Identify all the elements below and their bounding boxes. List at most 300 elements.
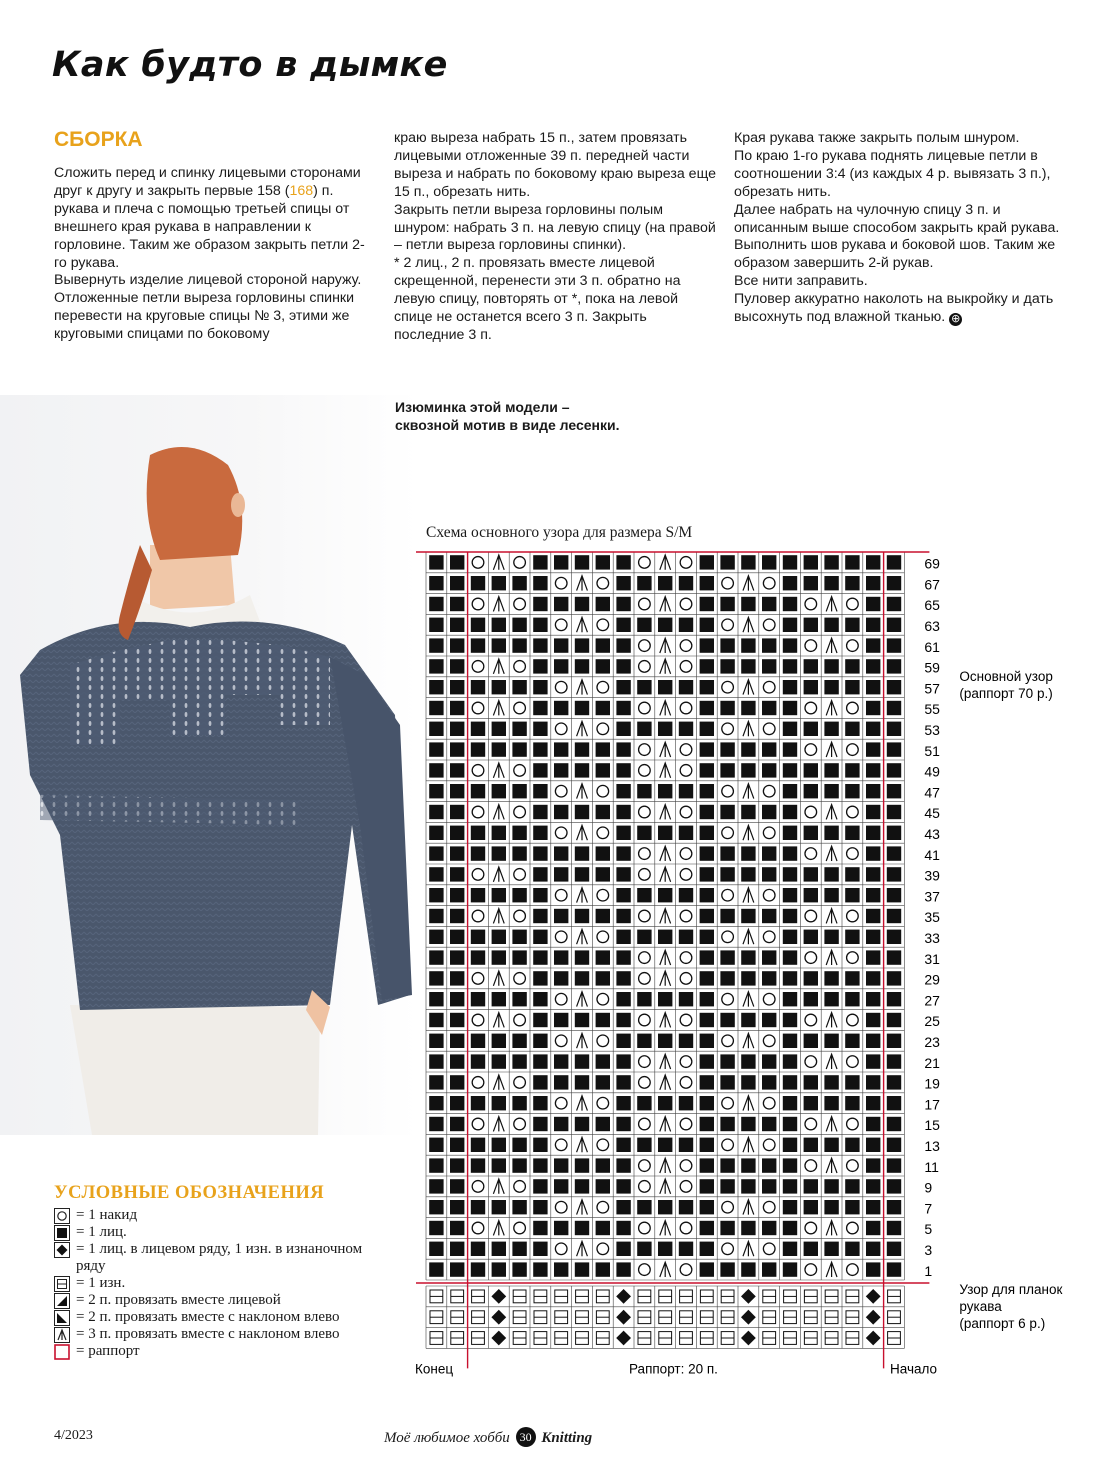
chart-cell-knit xyxy=(887,659,901,673)
chart-cell-knit xyxy=(845,555,859,569)
chart-cell-yarn-over xyxy=(472,1118,484,1130)
chart-cell-yarn-over xyxy=(847,1118,859,1130)
chart-cell-yarn-over xyxy=(680,1014,692,1026)
chart-cell-knit xyxy=(450,826,464,840)
chart-title: Схема основного узора для размера S/M xyxy=(426,524,693,541)
chart-cell-knit xyxy=(824,659,838,673)
chart-cell-knit xyxy=(450,867,464,881)
chart-cell-knit xyxy=(762,1179,776,1193)
chart-cell-knit xyxy=(616,971,630,985)
chart-row-label: 53 xyxy=(924,722,940,739)
chart-cell-knit xyxy=(700,1242,714,1256)
chart-cell-knit xyxy=(887,1138,901,1152)
chart-cell-knit xyxy=(637,680,651,694)
chart-cell-yarn-over xyxy=(597,1097,609,1109)
chart-cell-yarn-over xyxy=(680,765,692,777)
chart-cell-knit xyxy=(804,1200,818,1214)
chart-cell-knit xyxy=(533,659,547,673)
chart-cell-knit xyxy=(512,846,526,860)
chart-cell-yarn-over xyxy=(722,1201,734,1213)
chart-cell-knit xyxy=(804,680,818,694)
chart-cell-k3tog xyxy=(743,1137,754,1152)
chart-cell-k3tog xyxy=(660,805,671,820)
chart-cell-yarn-over xyxy=(680,806,692,818)
chart-cell-yarn-over xyxy=(805,598,817,610)
chart-cell-yarn-over xyxy=(805,640,817,652)
page-number: 30 xyxy=(516,1427,536,1447)
chart-row-label: 57 xyxy=(924,680,940,697)
chart-cell-knit xyxy=(679,992,693,1006)
chart-row-label: 47 xyxy=(924,784,940,801)
chart-cell-knit xyxy=(783,597,797,611)
chart-cell-yarn-over xyxy=(722,619,734,631)
chart-cell-yarn-over xyxy=(680,1056,692,1068)
chart-cell-knit xyxy=(429,971,443,985)
chart-cell-knit xyxy=(887,992,901,1006)
chart-cell-knit xyxy=(741,638,755,652)
chart-cell-knit xyxy=(596,1221,610,1235)
chart-cell-knit xyxy=(596,950,610,964)
chart-cell-knit xyxy=(658,1096,672,1110)
chart-cell-knit xyxy=(887,555,901,569)
chart-row-label: 69 xyxy=(924,555,940,572)
chart-cell-knit xyxy=(533,701,547,715)
chart-cell-knit xyxy=(762,555,776,569)
chart-cell-knit xyxy=(533,909,547,923)
chart-row-label: 39 xyxy=(924,867,940,884)
chart-cell-knit xyxy=(450,618,464,632)
chart-cell-yarn-over xyxy=(555,1139,567,1151)
chart-cell-knit xyxy=(679,930,693,944)
chart-cell-yarn-over xyxy=(514,765,526,777)
chart-cell-knit xyxy=(866,1054,880,1068)
chart-cell-knit xyxy=(533,805,547,819)
chart-cell-knit xyxy=(762,1054,776,1068)
chart-cell-k3tog xyxy=(660,1221,671,1236)
chart-row-label: 19 xyxy=(924,1075,940,1092)
chart-cell-knit xyxy=(616,576,630,590)
chart-cell-yarn-over xyxy=(639,973,651,985)
chart-cell-knit xyxy=(554,1262,568,1276)
chart-cell-knit xyxy=(762,1221,776,1235)
chart-cell-knit xyxy=(679,1096,693,1110)
chart-cell-knit xyxy=(471,1200,485,1214)
chart-cell-knit xyxy=(700,1200,714,1214)
chart-cell-knit xyxy=(492,846,506,860)
chart-cell-knit xyxy=(429,1221,443,1235)
chart-cell-knit xyxy=(512,742,526,756)
chart-cell-knit xyxy=(616,1034,630,1048)
chart-cell-knit xyxy=(824,1179,838,1193)
chart-cell-knit xyxy=(512,576,526,590)
chart-cell-knit xyxy=(720,659,734,673)
chart-cell-knit xyxy=(616,1075,630,1089)
chart-cell-knit xyxy=(429,742,443,756)
chart-cell-knit xyxy=(866,1138,880,1152)
chart-cell-knit xyxy=(512,618,526,632)
chart-cell-knit xyxy=(887,784,901,798)
chart-cell-knit xyxy=(762,638,776,652)
footer-magazine: Моё любимое хобби 30 Knitting xyxy=(384,1427,592,1447)
chart-cell-knit xyxy=(471,680,485,694)
chart-cell-knit xyxy=(429,659,443,673)
chart-cell-k3tog xyxy=(743,1200,754,1215)
chart-cell-yarn-over xyxy=(722,723,734,735)
chart-cell-knit xyxy=(700,784,714,798)
chart-cell-yarn-over xyxy=(639,702,651,714)
chart-cell-yarn-over xyxy=(514,1014,526,1026)
model-photo xyxy=(0,395,418,1135)
chart-cell-knit xyxy=(762,1158,776,1172)
chart-cell-knit xyxy=(720,846,734,860)
chart-row-label: 41 xyxy=(924,846,940,863)
chart-cell-yarn-over xyxy=(472,1014,484,1026)
chart-cell-knit xyxy=(637,784,651,798)
chart-cell-k3tog xyxy=(660,1013,671,1028)
chart-cell-k3tog xyxy=(660,638,671,653)
chart-cell-yarn-over xyxy=(639,1222,651,1234)
chart-cell-knit xyxy=(741,1158,755,1172)
chart-cell-yarn-over xyxy=(805,1118,817,1130)
chart-cell-knit xyxy=(596,659,610,673)
chart-cell-diamond xyxy=(866,1310,881,1325)
chart-cell-knit xyxy=(450,555,464,569)
chart-cell-diamond xyxy=(741,1289,756,1304)
chart-cell-knit xyxy=(845,722,859,736)
chart-cell-knit xyxy=(762,805,776,819)
chart-cell-knit xyxy=(533,618,547,632)
chart-cell-knit xyxy=(783,555,797,569)
chart-cell-knit xyxy=(700,659,714,673)
chart-cell-yarn-over xyxy=(639,952,651,964)
chart-cell-knit xyxy=(845,992,859,1006)
chart-cell-knit xyxy=(575,971,589,985)
chart-cell-knit xyxy=(450,659,464,673)
chart-cell-yarn-over xyxy=(555,577,567,589)
chart-cell-knit xyxy=(845,867,859,881)
legend-item: = раппорт xyxy=(54,1343,374,1360)
chart-cell-knit xyxy=(887,742,901,756)
chart-cell-knit xyxy=(866,1200,880,1214)
chart-cell-knit xyxy=(700,1158,714,1172)
chart-cell-yarn-over xyxy=(680,1181,692,1193)
band-pattern-label: Узор для планок рукава (раппорт 6 р.) xyxy=(959,1282,1063,1331)
chart-cell-knit xyxy=(720,950,734,964)
chart-cell-yarn-over xyxy=(639,557,651,569)
chart-cell-knit xyxy=(866,576,880,590)
chart-cell-knit xyxy=(887,638,901,652)
legend-item: = 1 лиц. в лицевом ряду, 1 изн. в изнаночном ряду xyxy=(54,1241,374,1275)
chart-cell-yarn-over xyxy=(680,869,692,881)
chart-cell-knit xyxy=(762,597,776,611)
chart-cell-k3tog xyxy=(743,1096,754,1111)
chart-cell-knit xyxy=(720,1262,734,1276)
chart-cell-knit xyxy=(783,638,797,652)
chart-cell-knit xyxy=(575,1221,589,1235)
chart-cell-knit xyxy=(596,742,610,756)
chart-cell-knit xyxy=(575,1262,589,1276)
text-column-2 xyxy=(394,130,719,345)
chart-cell-yarn-over xyxy=(472,869,484,881)
chart-cell-yarn-over xyxy=(680,640,692,652)
chart-cell-knit xyxy=(700,1054,714,1068)
chart-cell-knit xyxy=(887,1034,901,1048)
chart-cell-knit xyxy=(845,1034,859,1048)
chart-cell-knit xyxy=(887,597,901,611)
chart-cell-knit xyxy=(471,826,485,840)
chart-cell-yarn-over xyxy=(805,1014,817,1026)
chart-cell-knit xyxy=(471,992,485,1006)
chart-cell-knit xyxy=(783,784,797,798)
chart-cell-yarn-over xyxy=(847,598,859,610)
chart-cell-knit xyxy=(700,867,714,881)
chart-cell-knit xyxy=(616,805,630,819)
chart-cell-diamond xyxy=(491,1289,506,1304)
chart-cell-k3tog xyxy=(743,929,754,944)
chart-cell-knit xyxy=(512,930,526,944)
chart-cell-knit xyxy=(700,805,714,819)
chart-cell-k3tog xyxy=(577,784,588,799)
chart-cell-yarn-over xyxy=(555,785,567,797)
chart-cell-k3tog xyxy=(660,867,671,882)
chart-cell-knit xyxy=(658,722,672,736)
chart-cell-k3tog xyxy=(826,742,837,757)
chart-cell-knit xyxy=(887,701,901,715)
chart-cell-yarn-over xyxy=(639,1118,651,1130)
chart-cell-knit xyxy=(762,701,776,715)
chart-cell-knit xyxy=(575,950,589,964)
chart-cell-k3tog xyxy=(660,555,671,570)
chart-cell-knit xyxy=(575,846,589,860)
chart-cell-knit xyxy=(554,555,568,569)
chart-cell-knit xyxy=(804,659,818,673)
chart-cell-knit xyxy=(512,1262,526,1276)
chart-cell-k3tog xyxy=(826,597,837,612)
chart-row-label: 61 xyxy=(924,638,940,655)
chart-cell-knit xyxy=(616,1054,630,1068)
chart-cell-knit xyxy=(866,1242,880,1256)
chart-cell-knit xyxy=(887,1242,901,1256)
chart-cell-knit xyxy=(866,1221,880,1235)
chart-cell-knit xyxy=(804,971,818,985)
chart-cell-knit xyxy=(741,742,755,756)
chart-cell-yarn-over xyxy=(722,1243,734,1255)
chart-cell-k3tog xyxy=(493,805,504,820)
chart-cell-k3tog xyxy=(493,701,504,716)
chart-cell-yarn-over xyxy=(680,910,692,922)
chart-cell-knit xyxy=(866,888,880,902)
chart-row-label: 59 xyxy=(924,659,940,676)
chart-cell-knit xyxy=(741,1221,755,1235)
chart-cell-knit xyxy=(824,867,838,881)
chart-cell-knit xyxy=(616,618,630,632)
chart-cell-yarn-over xyxy=(847,744,859,756)
chart-cell-yarn-over xyxy=(597,619,609,631)
chart-cell-knit xyxy=(450,1179,464,1193)
chart-cell-knit xyxy=(783,909,797,923)
legend-list xyxy=(54,1207,374,1360)
chart-cell-knit xyxy=(824,971,838,985)
chart-cell-yarn-over xyxy=(722,1097,734,1109)
chart-cell-knit xyxy=(533,1158,547,1172)
chart-cell-knit xyxy=(741,1262,755,1276)
chart-cell-knit xyxy=(533,1075,547,1089)
chart-cell-knit xyxy=(616,1158,630,1172)
chart-cell-knit xyxy=(471,618,485,632)
chart-cell-yarn-over xyxy=(722,889,734,901)
chart-cell-knit xyxy=(720,971,734,985)
chart-cell-knit xyxy=(450,1054,464,1068)
chart-cell-knit xyxy=(450,1262,464,1276)
chart-row-label: 33 xyxy=(924,930,940,947)
chart-cell-knit xyxy=(596,597,610,611)
chart-cell-knit xyxy=(616,784,630,798)
chart-cell-knit xyxy=(429,1262,443,1276)
section-heading-assembly: СБОРКА xyxy=(54,128,143,151)
chart-cell-knit xyxy=(700,1013,714,1027)
chart-cell-knit xyxy=(783,1179,797,1193)
chart-cell-knit xyxy=(429,722,443,736)
chart-cell-knit xyxy=(450,1117,464,1131)
chart-cell-knit xyxy=(824,1034,838,1048)
chart-cell-knit xyxy=(429,1242,443,1256)
chart-cell-yarn-over xyxy=(472,973,484,985)
chart-cell-knit xyxy=(450,950,464,964)
chart-cell-knit xyxy=(804,618,818,632)
chart-cell-knit xyxy=(471,930,485,944)
chart-cell-knit xyxy=(492,1034,506,1048)
chart-cell-knit xyxy=(700,701,714,715)
chart-cell-yarn-over xyxy=(680,1222,692,1234)
chart-cell-diamond xyxy=(491,1331,506,1346)
chart-cell-yarn-over xyxy=(639,661,651,673)
chart-cell-knit xyxy=(450,1034,464,1048)
chart-cell-knit xyxy=(492,680,506,694)
chart-cell-knit xyxy=(471,846,485,860)
chart-cell-knit xyxy=(637,1242,651,1256)
chart-cell-knit xyxy=(845,888,859,902)
chart-cell-yarn-over xyxy=(722,993,734,1005)
chart-cell-yarn-over xyxy=(763,1243,775,1255)
chart-cell-yarn-over xyxy=(639,848,651,860)
chart-cell-knit xyxy=(554,971,568,985)
chart-cell-knit xyxy=(554,597,568,611)
chart-cell-knit xyxy=(700,597,714,611)
chart-cell-knit xyxy=(450,1221,464,1235)
chart-cell-knit xyxy=(741,763,755,777)
chart-cell-knit xyxy=(429,1054,443,1068)
chart-cell-knit xyxy=(845,784,859,798)
chart-cell-knit xyxy=(700,1075,714,1089)
chart-cell-knit xyxy=(658,1200,672,1214)
paragraph: Пуловер аккуратно наколоть на выкройку и дать высохнуть под влажной тканью. ⊕ xyxy=(734,291,1054,326)
chart-cell-knit xyxy=(866,638,880,652)
chart-cell-k3tog xyxy=(660,1075,671,1090)
chart-cell-knit xyxy=(533,722,547,736)
chart-cell-knit xyxy=(700,909,714,923)
chart-cell-yarn-over xyxy=(639,1264,651,1276)
chart-cell-knit xyxy=(512,784,526,798)
hair xyxy=(147,447,243,560)
chart-cell-yarn-over xyxy=(514,973,526,985)
chart-cell-knit xyxy=(575,1054,589,1068)
chart-cell-yarn-over xyxy=(722,1139,734,1151)
chart-cell-yarn-over xyxy=(472,598,484,610)
chart-cell-yarn-over xyxy=(847,952,859,964)
chart-cell-knit xyxy=(450,784,464,798)
chart-cell-k3tog xyxy=(743,576,754,591)
chart-cell-knit xyxy=(471,722,485,736)
chart-cell-knit xyxy=(429,597,443,611)
chart-cell-knit xyxy=(845,680,859,694)
chart-cell-knit xyxy=(533,784,547,798)
chart-cell-knit xyxy=(679,1200,693,1214)
chart-cell-knit xyxy=(450,1158,464,1172)
chart-cell-knit xyxy=(804,1242,818,1256)
chart-cell-knit xyxy=(492,950,506,964)
chart-cell-yarn-over xyxy=(847,702,859,714)
chart-cell-knit xyxy=(658,1034,672,1048)
chart-cell-knit xyxy=(658,1138,672,1152)
chart-cell-knit xyxy=(887,680,901,694)
chart-cell-knit xyxy=(741,597,755,611)
chart-cell-knit xyxy=(783,826,797,840)
chart-cell-knit xyxy=(866,1034,880,1048)
chart-cell-knit xyxy=(429,1075,443,1089)
chart-cell-yarn-over xyxy=(639,910,651,922)
chart-cell-knit xyxy=(637,1096,651,1110)
chart-cell-knit xyxy=(575,742,589,756)
chart-cell-k3tog xyxy=(577,992,588,1007)
chart-cell-knit xyxy=(596,867,610,881)
chart-cell-k3tog xyxy=(493,1013,504,1028)
chart-cell-knit xyxy=(429,992,443,1006)
paragraph: По краю 1-го рукава поднять лицевые петли в соотношении 3:4 (из каждых 4 р. вывязать 3 п.), обрезать нить. xyxy=(734,147,1051,200)
chart-row-label: 35 xyxy=(924,909,940,926)
chart-cell-yarn-over xyxy=(597,723,609,735)
chart-cell-knit xyxy=(616,909,630,923)
chart-cell-knit xyxy=(887,888,901,902)
chart-cell-yarn-over xyxy=(555,723,567,735)
chart-cell-yarn-over xyxy=(847,910,859,922)
chart-cell-yarn-over xyxy=(597,1201,609,1213)
chart-cell-knit xyxy=(720,909,734,923)
chart-cell-knit xyxy=(804,576,818,590)
chart-cell-yarn-over xyxy=(847,1160,859,1172)
chart-cell-knit xyxy=(824,618,838,632)
chart-cell-knit xyxy=(637,722,651,736)
chart-cell-knit xyxy=(471,1054,485,1068)
chart-cell-knit xyxy=(512,888,526,902)
chart-cell-yarn-over xyxy=(597,1035,609,1047)
chart-cell-knit xyxy=(533,950,547,964)
repeat-icon xyxy=(54,1344,70,1360)
chart-cell-k3tog xyxy=(826,950,837,965)
chart-cell-yarn-over xyxy=(555,931,567,943)
chart-row-label: 31 xyxy=(924,950,940,967)
chart-cell-knit xyxy=(783,1200,797,1214)
chart-row-label: 43 xyxy=(924,826,940,843)
chart-cell-knit xyxy=(429,1096,443,1110)
chart-cell-yarn-over xyxy=(514,1181,526,1193)
chart-cell-knit xyxy=(783,742,797,756)
chart-row-label: 5 xyxy=(924,1221,933,1238)
chart-cell-knit xyxy=(762,867,776,881)
chart-cell-knit xyxy=(866,1158,880,1172)
chart-cell-knit xyxy=(887,1200,901,1214)
chart-cell-knit xyxy=(741,659,755,673)
chart-cell-knit xyxy=(679,722,693,736)
